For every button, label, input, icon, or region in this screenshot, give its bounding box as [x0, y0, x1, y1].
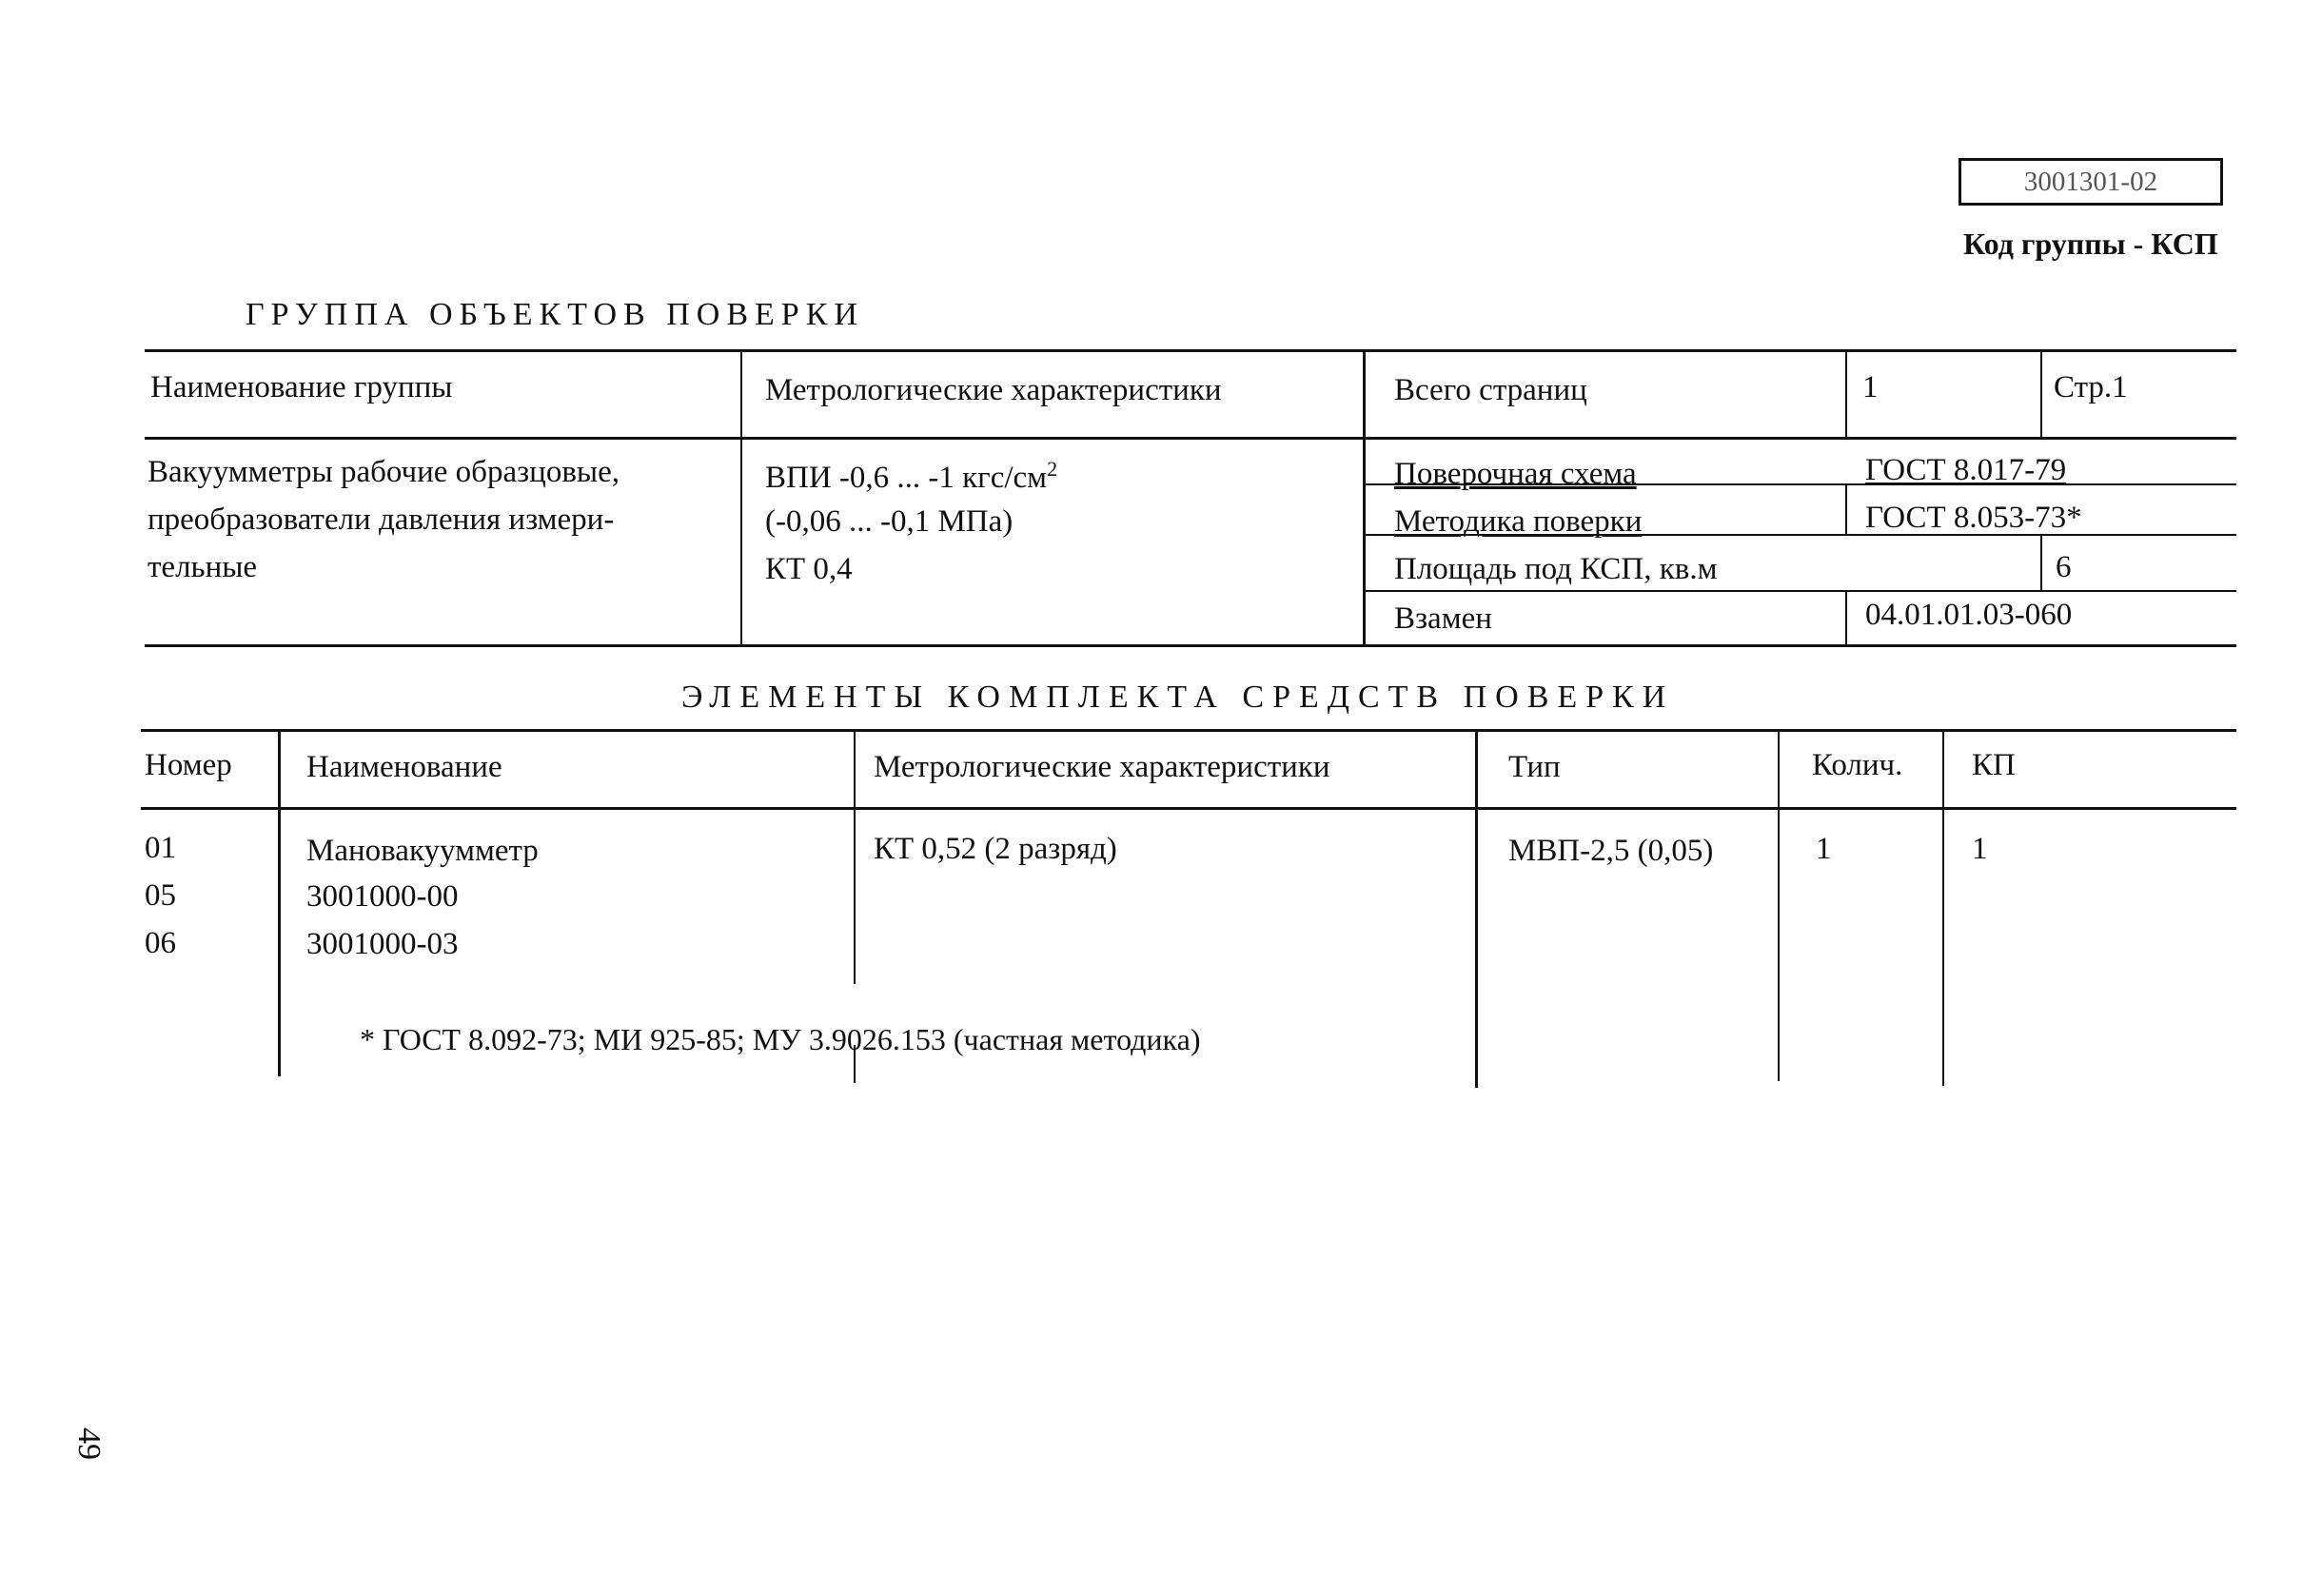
group-name-line-3: тельные: [148, 550, 258, 584]
metro-line-2: (-0,06 ... -0,1 МПа): [765, 504, 1014, 539]
method-label: Методика поверки: [1394, 504, 1643, 539]
table1-col-divider: [1845, 483, 1847, 534]
table1-header-border: [145, 437, 2236, 440]
row-metro: КТ 0,52 (2 разряд): [874, 832, 1117, 866]
col-metro-header: Метрологические характеристики: [765, 373, 1222, 407]
section1-heading: ГРУППА ОБЪЕКТОВ ПОВЕРКИ: [246, 297, 864, 332]
table2-header-border: [141, 807, 2236, 810]
row-name: 3001000-00: [306, 879, 459, 914]
table1-col-divider: [1363, 349, 1366, 644]
table1-col-divider: [2040, 534, 2042, 590]
row-number: 01: [145, 831, 176, 865]
row-number: 05: [145, 878, 176, 913]
total-pages-value: 1: [1862, 370, 1879, 404]
method-value: ГОСТ 8.053-73*: [1865, 501, 2082, 535]
col-metro-header-2: Метрологические характеристики: [874, 750, 1330, 784]
table1-col-divider: [1845, 349, 1847, 437]
table2-col-divider: [1942, 729, 1944, 1086]
table1-col-divider: [740, 349, 742, 644]
col-group-name-header: Наименование группы: [150, 370, 453, 404]
metro-line-1: ВПИ -0,6 ... -1 кгс/$см^2$: [765, 457, 1058, 495]
table1-row-divider: [1366, 590, 2236, 592]
table2-col-divider: [1475, 729, 1478, 1088]
table1-top-border: [145, 349, 2236, 352]
row-name: Мановакуумметр: [306, 834, 539, 868]
col-kp-header: КП: [1972, 748, 2016, 782]
area-label: Площадь под КСП, кв.м: [1394, 552, 1718, 586]
group-name-line-1: Вакуумметры рабочие образцовые,: [148, 455, 620, 489]
row-number: 06: [145, 926, 176, 960]
area-value: 6: [2056, 550, 2072, 584]
table2-col-divider: [278, 729, 281, 1076]
table2-top-border: [141, 729, 2236, 732]
col-type-header: Тип: [1508, 750, 1561, 784]
replace-label: Взамен: [1394, 601, 1492, 636]
metro-line-3: КТ 0,4: [765, 552, 853, 586]
scheme-label: Поверочная схема: [1394, 457, 1637, 491]
scheme-value: ГОСТ 8.017-79: [1865, 453, 2067, 487]
row-qty: 1: [1816, 832, 1832, 866]
replace-value: 04.01.01.03-060: [1865, 598, 2073, 632]
col-qty-header: Колич.: [1812, 748, 1903, 782]
table2-col-divider: [854, 729, 856, 984]
group-name-line-2: преобразователи давления измери-: [148, 502, 615, 537]
section2-heading: ЭЛЕМЕНТЫ КОМПЛЕКТА СРЕДСТВ ПОВЕРКИ: [681, 680, 1675, 715]
table1-col-divider: [2040, 349, 2042, 437]
col-number-header: Номер: [145, 748, 232, 782]
document-code: 3001301-02: [2023, 167, 2158, 197]
row-name: 3001000-03: [306, 927, 459, 961]
group-code: Код группы - КСП: [1963, 227, 2218, 261]
table2-col-divider: [1778, 729, 1780, 1081]
footnote: * ГОСТ 8.092-73; МИ 925-85; МУ 3.9026.153 (частная методика): [360, 1022, 1201, 1056]
table1-bottom-border: [145, 644, 2236, 647]
table1-col-divider: [1845, 590, 1847, 644]
total-pages-label: Всего страниц: [1394, 373, 1587, 407]
document-code-box: [1959, 158, 2223, 206]
row-kp: 1: [1972, 832, 1988, 866]
row-type: МВП-2,5 (0,05): [1508, 834, 1714, 868]
col-name-header: Наименование: [306, 750, 502, 784]
page-label: Стр.1: [2054, 370, 2128, 404]
page-number: 49: [71, 1428, 107, 1460]
